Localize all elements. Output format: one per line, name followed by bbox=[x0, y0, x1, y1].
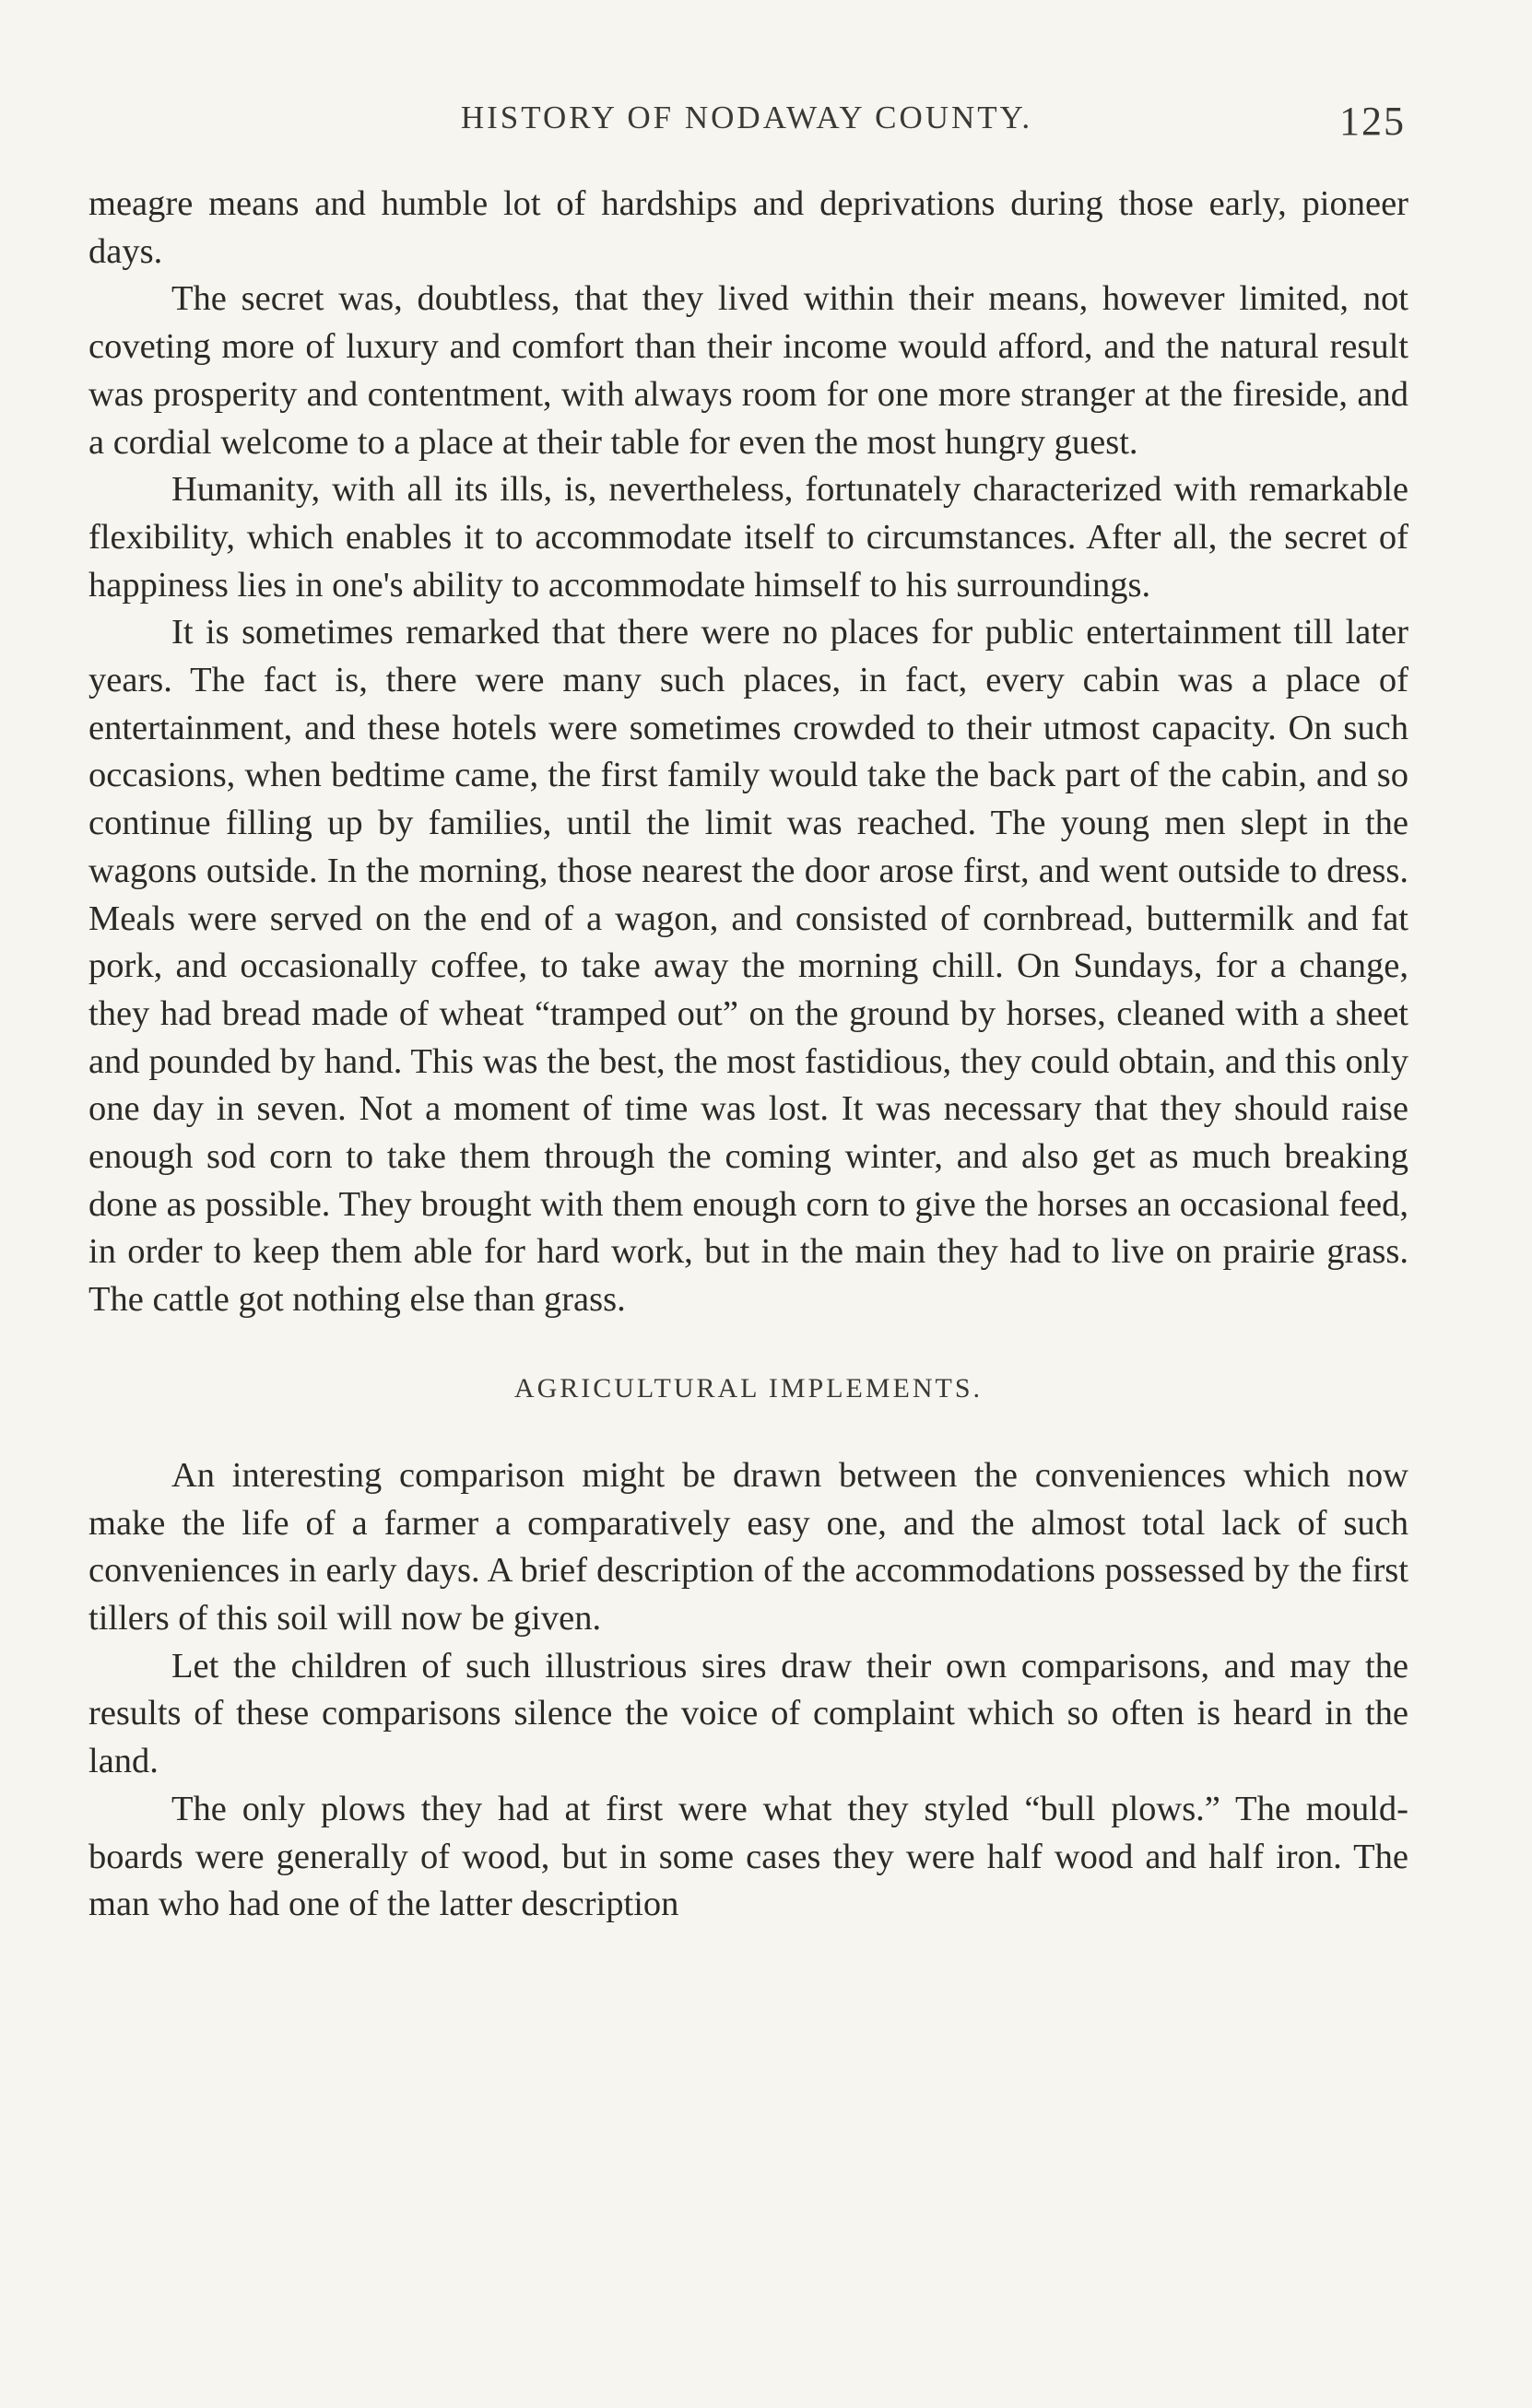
paragraph: meagre means and humble lot of hardships and deprivations during those early, pioneer days. bbox=[88, 184, 1408, 271]
page-number: 125 bbox=[1339, 99, 1406, 144]
paragraph: Let the children of such illustrious sires draw their own comparisons, and may the results of these comparisons silence the voice of complaint which so often is heard in the land. bbox=[88, 1646, 1408, 1781]
paragraph: The secret was, doubtless, that they lived within their means, however limited, not coveting more of luxury and comfort than their income would afford, and the natural result was prosperity and contentment, with always room for one more stranger at the fireside, and a cordial welcome to a place at their table for even the most hungry guest. bbox=[88, 279, 1408, 462]
paragraphs-before-heading bbox=[88, 181, 1408, 1324]
running-head bbox=[88, 100, 1406, 155]
paragraphs-after-heading bbox=[88, 1452, 1408, 1929]
section-heading: AGRICULTURAL IMPLEMENTS. bbox=[513, 1372, 984, 1404]
running-title: HISTORY OF NODAWAY COUNTY. bbox=[460, 100, 1033, 135]
body-text bbox=[88, 181, 1408, 1929]
paragraph: An interesting comparison might be drawn between the conveniences which now make the life of a farmer a comparatively easy one, and the almost total lack of such conveniences in early days. A brief description of the accommodations possessed by the first tillers of this soil will now be given. bbox=[88, 1455, 1408, 1638]
paragraph: It is sometimes remarked that there were no places for public entertainment till later years. The fact is, there were many such places, in fact, every cabin was a place of entertainment, and these hotels were sometimes crowded to their utmost capacity. On such occasions, when bedtime came, the first family would take the back part of the cabin, and so continue filling up by families, until the limit was reached. The young men slept in the wagons outside. In the morning, those nearest the door arose first, and went outside to dress. Meals were served on the end of a wagon, and consisted of cornbread, buttermilk and fat pork, and occasionally coffee, to take away the morning chill. On Sundays, for a change, they had bread made of wheat “tramped out” on the ground by horses, cleaned with a sheet and pounded by hand. This was the best, the most fastidious, they could obtain, and this only one day in seven. Not a moment of time was lost. It was necessary that they should raise enough sod corn to take them through the coming winter, and also get as much breaking done as possible. They brought with them enough corn to give the horses an occasional feed, in order to keep them able for hard work, but in the main they had to live on prairie grass. The cattle got nothing else than grass. bbox=[88, 613, 1408, 1320]
paragraph: Humanity, with all its ills, is, nevertheless, fortunately characterized with remarkable flexibility, which enables it to accommodate itself to circumstances. After all, the secret of happiness lies in one's ability to accommodate himself to his surroundings. bbox=[88, 470, 1408, 605]
paragraph: The only plows they had at first were what they styled “bull plows.” The mould-boards were generally of wood, but in some cases they were half wood and half iron. The man who had one of the latter description bbox=[88, 1789, 1408, 1924]
